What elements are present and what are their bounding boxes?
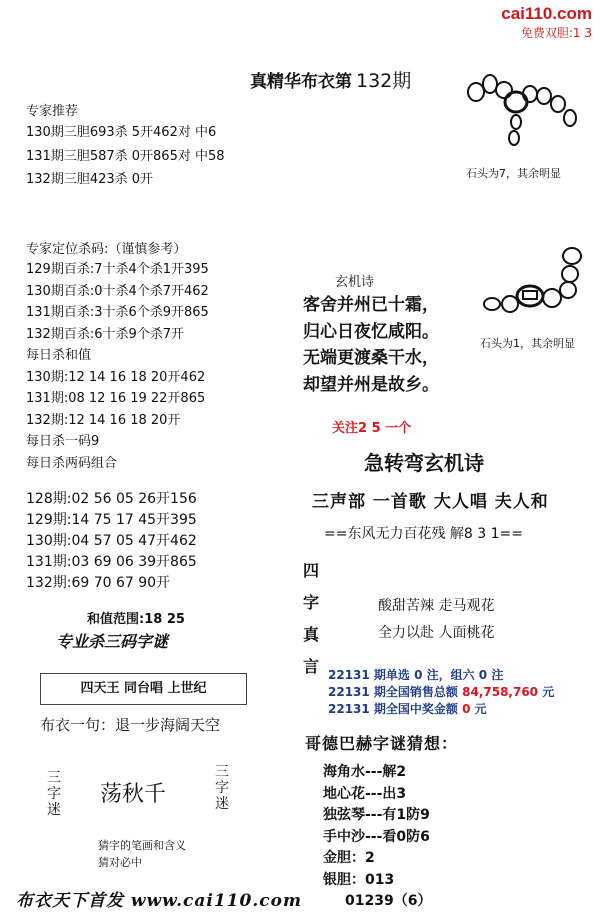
two-combo-line: 132期:69 70 67 90开 bbox=[26, 575, 171, 591]
goldbach-list bbox=[323, 762, 431, 913]
stone-note-2: 石头为1，其余明显 bbox=[480, 337, 575, 350]
vertical-char: 真 bbox=[303, 625, 320, 644]
stats-line bbox=[328, 684, 554, 701]
goldbach-line: 银胆：013 bbox=[323, 871, 395, 888]
hint-line: 猜对必中 bbox=[98, 856, 142, 869]
page-title bbox=[250, 66, 411, 93]
goldbach-line: 地心花---出3 bbox=[323, 785, 407, 802]
poem-line: 无端更渡桑干水， bbox=[303, 348, 439, 368]
free-double-pick: 免费双胆:1 3 bbox=[520, 26, 592, 40]
sales-unit: 元 bbox=[538, 685, 555, 699]
daily-sum-line: 132期:12 14 16 18 20开 bbox=[26, 412, 181, 428]
one-sentence: 布衣一句：退一步海阔天空 bbox=[40, 716, 221, 734]
prize-unit: 元 bbox=[470, 702, 487, 716]
vertical-char: 言 bbox=[303, 657, 320, 676]
expert-heading: 专家推荐 bbox=[26, 104, 79, 119]
riddle-label-left: 三字迷 bbox=[47, 770, 61, 818]
two-combo-line: 130期:04 57 05 47开462 bbox=[26, 533, 197, 549]
stone-drawing-2 bbox=[478, 244, 588, 324]
poem-body bbox=[303, 292, 439, 398]
stone-note-1: 石头为7，其余明显 bbox=[466, 167, 561, 180]
vertical-char: 四 bbox=[303, 561, 320, 580]
brain-teaser-title: 急转弯玄机诗 bbox=[364, 451, 484, 475]
expert-line: 130期三胆693杀 5开462对 中6 bbox=[26, 125, 217, 140]
site-logo[interactable]: cai110.com bbox=[501, 4, 592, 23]
pro-banner: 专业杀三码字谜 bbox=[56, 632, 169, 651]
daily-sum-line: 130期:12 14 16 18 20开462 bbox=[26, 369, 206, 385]
expert-line: 132期三胆423杀 0开 bbox=[26, 172, 154, 187]
prize-amount: 0 bbox=[462, 702, 471, 716]
goldbach-line: 独弦琴---有1防9 bbox=[323, 807, 430, 823]
riddle-label-right: 三字迷 bbox=[215, 764, 229, 812]
idiom-line: 酸甜苦辣 走马观花 bbox=[378, 598, 495, 614]
follow-hint: 关注2 5 一个 bbox=[332, 421, 412, 436]
two-combo-list bbox=[26, 489, 197, 594]
position-line: 129期百杀:7十杀4个杀1开395 bbox=[26, 262, 209, 277]
daily-sum-line: 131期:08 12 16 19 22开865 bbox=[26, 391, 206, 406]
expert-line: 131期三胆587杀 0开865对 中58 bbox=[26, 148, 225, 164]
idiom-list bbox=[378, 593, 494, 647]
idiom-line: 全力以赴 人面桃花 bbox=[378, 625, 495, 641]
title-text: 真精华布衣第 bbox=[250, 72, 352, 92]
issue-number: 132期 bbox=[356, 70, 412, 92]
stone-drawing-1 bbox=[466, 62, 586, 162]
expert-list bbox=[26, 121, 225, 192]
riddle-line: ==东风无力百花残 解8 3 1== bbox=[324, 526, 523, 542]
position-line: 130期百杀:0十杀4个杀7开462 bbox=[26, 283, 209, 299]
draw-stats bbox=[328, 667, 554, 718]
goldbach-line: 01239（6） bbox=[345, 893, 432, 909]
four-word-title bbox=[303, 555, 323, 683]
two-combo-line: 128期:02 56 05 26开156 bbox=[26, 491, 197, 507]
lyric-line: 三声部 一首歌 大人唱 夫人和 bbox=[312, 492, 549, 512]
goldbach-line: 金胆：2 bbox=[323, 850, 375, 866]
position-line: 132期百杀:6十杀9个杀7开 bbox=[26, 326, 185, 342]
sum-range: 和值范围:18 25 bbox=[87, 612, 185, 627]
position-heading: 专家定位杀码:（谨慎参考） bbox=[26, 242, 187, 257]
kings-box: 四天王 同台唱 上世纪 bbox=[40, 673, 247, 705]
hint-line: 猜字的笔画和含义 bbox=[98, 839, 186, 852]
riddle-word: 荡秋千 bbox=[100, 782, 167, 807]
two-combo-line: 131期:03 69 06 39开865 bbox=[26, 554, 197, 570]
goldbach-title: 哥德巴赫字谜猜想： bbox=[305, 734, 459, 753]
two-combo-line: 129期:14 75 17 45开395 bbox=[26, 512, 197, 528]
two-combo-heading: 每日杀两码组合 bbox=[26, 455, 118, 471]
stats-line: 22131 期单选 0 注，组六 0 注 bbox=[328, 668, 504, 682]
position-list bbox=[26, 259, 209, 474]
poem-line: 归心日夜忆咸阳。 bbox=[303, 321, 439, 342]
sales-label: 22131 期全国销售总额 bbox=[328, 685, 463, 699]
sales-amount: 84,758,760 bbox=[462, 685, 539, 699]
goldbach-line: 海角水---解2 bbox=[323, 764, 407, 780]
riddle-hint bbox=[98, 837, 186, 871]
footer-credit[interactable]: 布衣天下首发 www.cai110.com bbox=[16, 891, 302, 911]
poem-line: 却望并州是故乡。 bbox=[303, 374, 439, 395]
stats-line bbox=[328, 701, 554, 718]
position-line: 131期百杀:3十杀6个杀9开865 bbox=[26, 305, 209, 320]
daily-sum-heading: 每日杀和值 bbox=[26, 348, 92, 363]
vertical-char: 字 bbox=[303, 593, 320, 612]
prize-label: 22131 期全国中奖金额 bbox=[328, 702, 463, 716]
kill-one-code: 每日杀一码9 bbox=[26, 434, 100, 449]
poem-title: 玄机诗 bbox=[335, 275, 375, 290]
poem-line: 客舍并州已十霜， bbox=[303, 295, 439, 315]
goldbach-line: 手中沙---看0防6 bbox=[323, 828, 430, 845]
